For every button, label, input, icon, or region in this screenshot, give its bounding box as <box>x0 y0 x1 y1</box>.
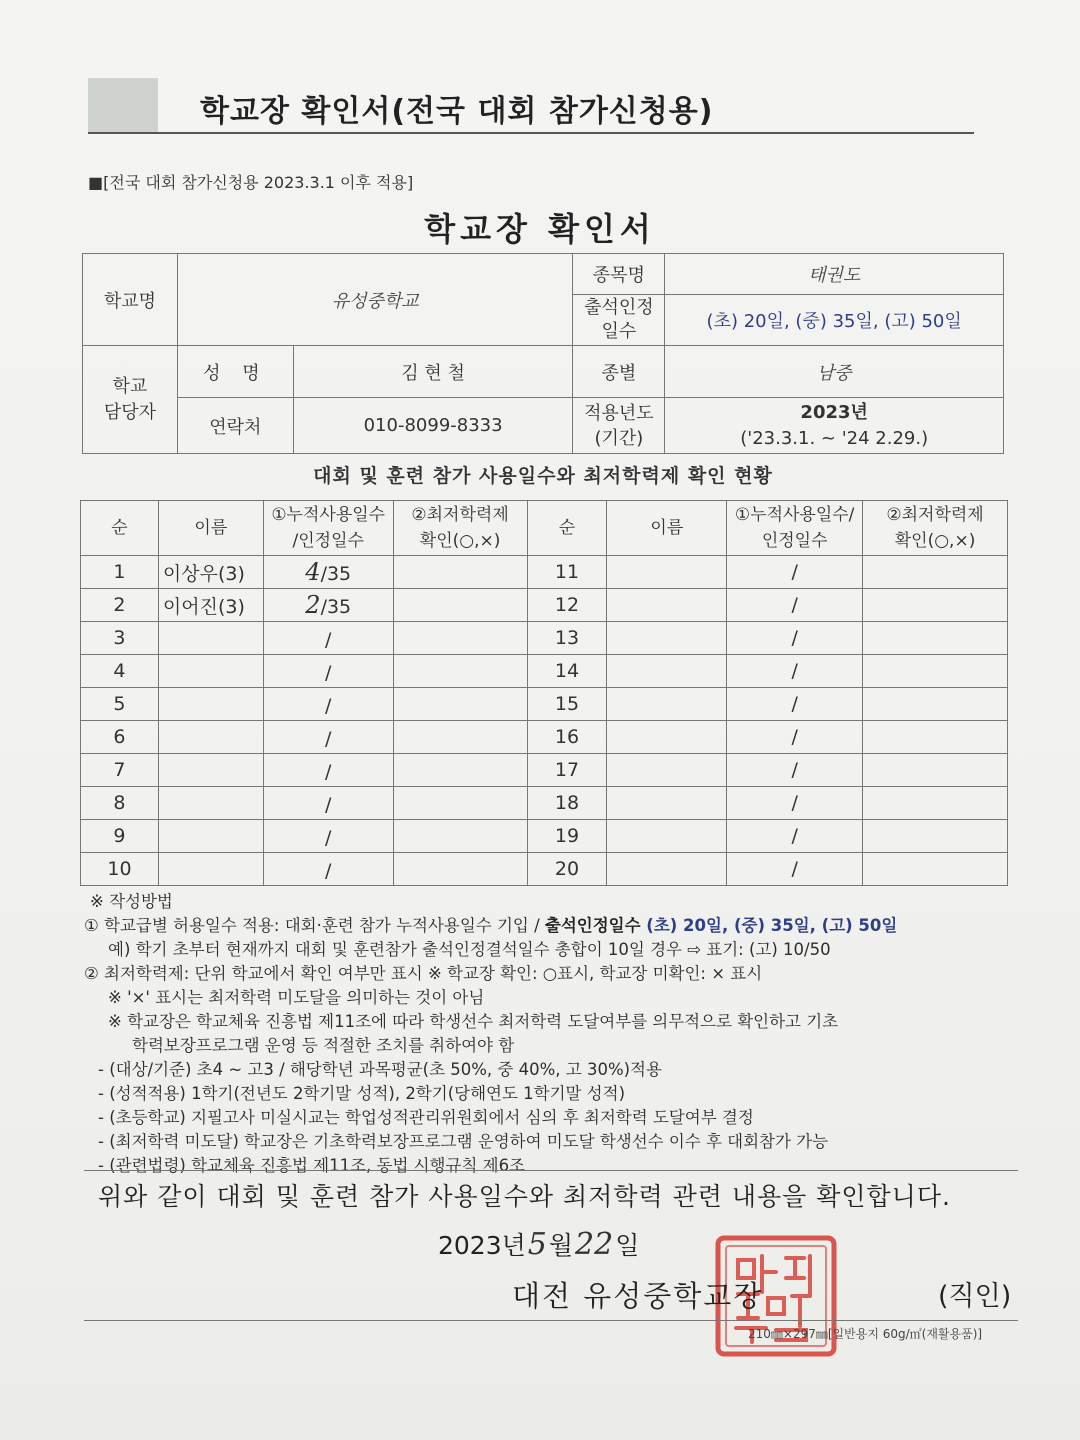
row-no: 8 <box>81 787 159 820</box>
table-row <box>81 556 1008 589</box>
row-name-right <box>607 589 727 622</box>
instructions <box>84 890 1014 1178</box>
contact-value: 010-8099-8333 <box>293 398 573 454</box>
col-name: 이름 <box>158 501 263 556</box>
header-rule <box>88 132 974 134</box>
date-month-unit: 월 <box>548 1231 574 1260</box>
row-no: 2 <box>81 589 159 622</box>
col-name-right: 이름 <box>607 501 727 556</box>
row-days <box>263 721 393 754</box>
row-days-used: 4 <box>305 558 321 586</box>
table-row <box>81 721 1008 754</box>
instructions-line1-c: (초) 20일, (중) 35일, (고) 50일 <box>646 916 898 935</box>
footer-note: 210㎜×297㎜[일반용지 60g/㎡(재활용품)] <box>748 1327 983 1341</box>
row-no: 3 <box>81 622 159 655</box>
row-days-used: 2 <box>305 591 321 619</box>
instructions-line2: 예) 학기 초부터 현재까지 대회 및 훈련참가 출석인정결석일수 총합이 10일 경우 ⇨ 표기: (고) 10/50 <box>108 940 831 959</box>
row-days-right: / <box>727 754 863 787</box>
row-no: 10 <box>81 853 159 886</box>
row-days <box>263 622 393 655</box>
name-label: 성 명 <box>177 346 293 398</box>
row-acad <box>393 754 527 787</box>
col-acad-right <box>863 501 1008 556</box>
row-no-right: 19 <box>527 820 607 853</box>
row-no-right: 11 <box>527 556 607 589</box>
instructions-line3: ② 최저학력제: 단위 학교에서 확인 여부만 표시 ※ 학교장 확인: ○표시, 학교장 미확인: × 표시 <box>84 964 763 983</box>
row-name-right <box>607 622 727 655</box>
date-day: 22 <box>575 1227 614 1262</box>
attend-label-2: 일수 <box>601 321 637 342</box>
bottom-rule <box>84 1170 1018 1171</box>
row-name: 이어진(3) <box>158 589 263 622</box>
school-label: 학교명 <box>83 254 178 346</box>
row-days <box>263 688 393 721</box>
row-acad-right <box>863 556 1008 589</box>
roster-table <box>80 500 1008 886</box>
attend-label-1: 출석인정 <box>584 297 654 318</box>
sport-value: 태권도 <box>665 254 1004 295</box>
gender-value: 남중 <box>665 346 1004 398</box>
row-no: 4 <box>81 655 159 688</box>
signing-date <box>438 1226 639 1262</box>
instructions-line8: - (성적적용) 1학기(전년도 2학기말 성적), 2학기(당해연도 1학기말 성적) <box>98 1084 626 1103</box>
row-days-total: /35 <box>320 563 352 585</box>
col-days <box>263 501 393 556</box>
year-label-1: 적용년도 <box>584 402 654 424</box>
row-days-total: / <box>325 728 332 750</box>
row-days <box>263 754 393 787</box>
row-name-right <box>607 787 727 820</box>
table-row <box>81 787 1008 820</box>
row-acad-right <box>863 820 1008 853</box>
confirm-text: 위와 같이 대회 및 훈련 참가 사용일수와 최저학력 관련 내용을 확인합니다. <box>98 1182 951 1211</box>
instructions-heading: ※ 작성방법 <box>90 892 173 911</box>
instructions-line6: 학력보장프로그램 운영 등 적절한 조치를 취하여야 함 <box>132 1036 515 1055</box>
instructions-line4: ※ '×' 표시는 최저학력 미도달을 의미하는 것이 아님 <box>108 988 485 1007</box>
year-label <box>573 398 665 454</box>
manager-label-1: 학교 <box>112 375 148 397</box>
row-name <box>158 787 263 820</box>
row-no-right: 14 <box>527 655 607 688</box>
row-name: 이상우(3) <box>158 556 263 589</box>
col-no: 순 <box>81 501 159 556</box>
row-no-right: 12 <box>527 589 607 622</box>
row-name-right <box>607 556 727 589</box>
year-value-1: 2023년 <box>800 401 868 423</box>
date-year: 2023년 <box>438 1231 526 1260</box>
row-no: 9 <box>81 820 159 853</box>
row-days-right: / <box>727 820 863 853</box>
row-name-right <box>607 721 727 754</box>
col-acad-2: 확인(○,×) <box>419 531 501 551</box>
row-days-total: / <box>325 629 332 651</box>
row-name-right <box>607 853 727 886</box>
row-acad-right <box>863 688 1008 721</box>
row-name <box>158 853 263 886</box>
row-days-total: / <box>325 662 332 684</box>
row-acad-right <box>863 853 1008 886</box>
principal-name: 대전 유성중학교장 <box>512 1279 764 1313</box>
info-table <box>82 253 1004 454</box>
row-acad <box>393 556 527 589</box>
instructions-line1-a: ① 학교급별 허용일수 적용: 대회·훈련 참가 누적사용일수 기입 / <box>84 916 545 935</box>
row-name-right <box>607 688 727 721</box>
table-row <box>81 853 1008 886</box>
apply-note: ■[전국 대회 참가신청용 2023.3.1 이후 적용] <box>88 173 414 192</box>
instructions-line7: - (대상/기준) 초4 ~ 고3 / 해당학년 과목평균(초 50%, 중 40%, 고 30%)적용 <box>98 1060 662 1079</box>
row-days <box>263 556 393 589</box>
row-no-right: 20 <box>527 853 607 886</box>
row-days-right: / <box>727 589 863 622</box>
row-acad <box>393 853 527 886</box>
name-value: 김 현 철 <box>293 346 573 398</box>
row-name <box>158 754 263 787</box>
instructions-line9: - (초등학교) 지필고사 미실시교는 학업성적관리위원회에서 심의 후 최저학력 도달여부 결정 <box>98 1108 754 1127</box>
col-no-right: 순 <box>527 501 607 556</box>
row-days-total: / <box>325 794 332 816</box>
year-label-2: (기간) <box>594 427 644 449</box>
row-no: 7 <box>81 754 159 787</box>
sport-label: 종목명 <box>573 254 665 295</box>
row-no-right: 15 <box>527 688 607 721</box>
row-days-total: /35 <box>320 596 352 618</box>
row-days <box>263 820 393 853</box>
row-acad-right <box>863 754 1008 787</box>
manager-label <box>83 346 178 454</box>
row-acad <box>393 688 527 721</box>
col-days-right-2: 인정일수 <box>761 531 828 551</box>
table-row <box>81 622 1008 655</box>
seal-note: (직인) <box>938 1281 1012 1312</box>
row-acad <box>393 721 527 754</box>
row-name <box>158 655 263 688</box>
instructions-line1-b: 출석인정일수 <box>544 916 647 935</box>
row-name <box>158 721 263 754</box>
row-days <box>263 787 393 820</box>
row-no: 6 <box>81 721 159 754</box>
table-row <box>81 688 1008 721</box>
row-no-right: 16 <box>527 721 607 754</box>
footer-rule <box>84 1320 1018 1321</box>
row-days-right: / <box>727 721 863 754</box>
row-name <box>158 622 263 655</box>
instructions-line1 <box>84 914 1014 938</box>
row-days <box>263 853 393 886</box>
row-acad-right <box>863 655 1008 688</box>
row-days-right: / <box>727 853 863 886</box>
col-days-right-1: ①누적사용일수/ <box>734 505 855 525</box>
row-days-total: / <box>325 695 332 717</box>
year-value <box>665 398 1004 454</box>
row-name-right <box>607 820 727 853</box>
row-no: 5 <box>81 688 159 721</box>
row-acad-right <box>863 622 1008 655</box>
row-days-total: / <box>325 827 332 849</box>
row-days-total: / <box>325 761 332 783</box>
row-acad-right <box>863 787 1008 820</box>
status-title: 대회 및 훈련 참가 사용일수와 최저학력제 확인 현황 <box>313 465 773 487</box>
instructions-line11: - (관련법령) 학교체육 진흥법 제11조, 동법 시행규칙 제6조 <box>98 1156 525 1175</box>
row-acad-right <box>863 589 1008 622</box>
row-days-right: / <box>727 622 863 655</box>
manager-label-2: 담당자 <box>103 401 157 423</box>
form-title: 학교장 확인서 <box>424 210 656 248</box>
row-name-right <box>607 754 727 787</box>
row-acad <box>393 589 527 622</box>
table-row <box>81 754 1008 787</box>
col-days-right <box>727 501 863 556</box>
row-days <box>263 655 393 688</box>
attend-label <box>573 295 665 346</box>
school-value: 유성중학교 <box>177 254 573 346</box>
row-days-right: / <box>727 556 863 589</box>
row-name-right <box>607 655 727 688</box>
col-acad <box>393 501 527 556</box>
row-acad <box>393 655 527 688</box>
col-days-2: /인정일수 <box>292 531 364 551</box>
row-no-right: 18 <box>527 787 607 820</box>
col-days-1: ①누적사용일수 <box>271 505 386 525</box>
row-name <box>158 688 263 721</box>
row-acad <box>393 622 527 655</box>
row-acad <box>393 787 527 820</box>
row-days-right: / <box>727 655 863 688</box>
contact-label: 연락처 <box>177 398 293 454</box>
table-row <box>81 820 1008 853</box>
year-value-2: ('23.3.1. ~ '24 2.29.) <box>740 427 929 449</box>
instructions-line5: ※ 학교장은 학교체육 진흥법 제11조에 따라 학생선수 최저학력 도달여부를 의무적으로 확인하고 기초 <box>108 1012 839 1031</box>
roster-header-row <box>81 501 1008 556</box>
row-no-right: 17 <box>527 754 607 787</box>
col-acad-right-2: 확인(○,×) <box>894 531 976 551</box>
row-no-right: 13 <box>527 622 607 655</box>
roster-body <box>81 556 1008 886</box>
row-name <box>158 820 263 853</box>
row-days <box>263 589 393 622</box>
table-row <box>81 589 1008 622</box>
row-acad-right <box>863 721 1008 754</box>
gender-label: 종별 <box>573 346 665 398</box>
col-acad-right-1: ②최저학력제 <box>886 505 984 525</box>
row-days-total: / <box>325 860 332 882</box>
col-acad-1: ②최저학력제 <box>411 505 509 525</box>
header-gray-block <box>88 78 158 132</box>
row-days-right: / <box>727 688 863 721</box>
instructions-line10: - (최저학력 미도달) 학교장은 기초학력보장프로그램 운영하여 미도달 학생선수 이수 후 대회참가 가능 <box>98 1132 829 1151</box>
header-title: 학교장 확인서(전국 대회 참가신청용) <box>200 94 714 129</box>
row-acad <box>393 820 527 853</box>
date-day-unit: 일 <box>615 1231 640 1260</box>
date-month: 5 <box>527 1227 547 1262</box>
table-row <box>81 655 1008 688</box>
row-days-right: / <box>727 787 863 820</box>
row-no: 1 <box>81 556 159 589</box>
attend-value: (초) 20일, (중) 35일, (고) 50일 <box>665 295 1004 346</box>
